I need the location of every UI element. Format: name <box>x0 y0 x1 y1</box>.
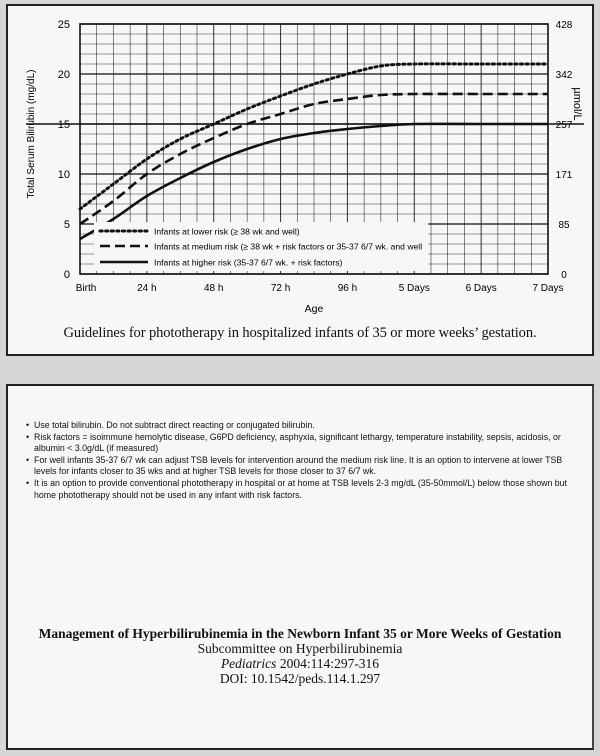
legend-higher-risk-label: Infants at higher risk (35-37 6/7 wk. + risk factors) <box>154 257 343 268</box>
y-tick-label: 25 <box>57 19 70 31</box>
citation-doi: DOI: 10.1542/peds.114.1.297 <box>219 671 381 686</box>
phototherapy-chart-card <box>6 4 594 356</box>
x-tick-label: Birth <box>75 283 97 294</box>
x-tick-label: 7 Days <box>532 283 564 294</box>
chart-caption: Guidelines for phototherapy in hospitalized infants of 35 or more weeks’ gestation. <box>63 325 537 341</box>
y-axis-title: Total Serum Bilirubin (mg/dL) <box>26 69 37 199</box>
citation-volume: 2004:114:297-316 <box>276 656 380 671</box>
y-right-tick-label: 428 <box>555 20 573 31</box>
x-tick-label: 48 h <box>203 283 224 294</box>
y-right-tick-label: 171 <box>555 170 573 181</box>
note-item: • For well infants 35-37 6/7 wk can adjust TSB levels for intervention around the medium risk line. It is an option to intervene at lower TSB levels for infants closer to 35 wks and at higher TSB levels for those closer to 37 6/7 wk. <box>26 455 582 478</box>
y-right-tick-label: 0 <box>561 270 567 281</box>
x-axis-title: Age <box>304 303 324 315</box>
citation-title: Management of Hyperbilirubinemia in the Newborn Infant 35 or More Weeks of Gestation <box>38 626 562 641</box>
x-tick-label: 24 h <box>137 283 157 294</box>
y-right-axis-title: µmol/L <box>571 87 583 121</box>
guidelines-notes-card <box>6 384 594 750</box>
y-right-tick-label: 257 <box>555 120 573 131</box>
citation-reference <box>8 656 592 671</box>
note-item: • It is an option to provide conventional phototherapy in hospital or at home at TSB levels 2-3 mg/dL (35-50mmol/L) below those shown but home phototherapy should not be used in any infant with risk factors. <box>26 478 582 501</box>
note-item: • Risk factors = isoimmune hemolytic disease, G6PD deficiency, asphyxia, significant lethargy, temperature instability, sepsis, acidosis, or albumin < 3.0g/dL (if measured) <box>26 432 582 455</box>
legend-lower-risk-label: Infants at lower risk (≥ 38 wk and well) <box>154 226 300 237</box>
citation-committee: Subcommittee on Hyperbilirubinemia <box>197 641 403 656</box>
y-tick-label: 15 <box>57 119 70 131</box>
bilirubin-chart <box>8 6 592 321</box>
x-tick-label: 96 h <box>337 283 358 294</box>
citation-block <box>8 626 592 686</box>
y-tick-label: 10 <box>57 169 70 181</box>
chart-legend <box>94 222 428 271</box>
y-right-tick-label: 342 <box>555 70 573 81</box>
note-item: • Use total bilirubin. Do not subtract direct reacting or conjugated bilirubin. <box>26 420 582 432</box>
y-tick-label: 0 <box>63 269 70 281</box>
y-tick-label: 20 <box>57 69 70 81</box>
legend-medium-risk-label: Infants at medium risk (≥ 38 wk + risk factors or 35-37 6/7 wk. and well <box>154 241 423 252</box>
x-tick-label: 6 Days <box>465 283 497 294</box>
x-tick-label: 5 Days <box>398 283 430 294</box>
notes-list <box>26 420 582 501</box>
y-right-tick-label: 85 <box>558 220 570 231</box>
y-tick-label: 5 <box>63 219 70 231</box>
x-tick-label: 72 h <box>270 283 291 294</box>
citation-journal: Pediatrics <box>220 656 277 671</box>
